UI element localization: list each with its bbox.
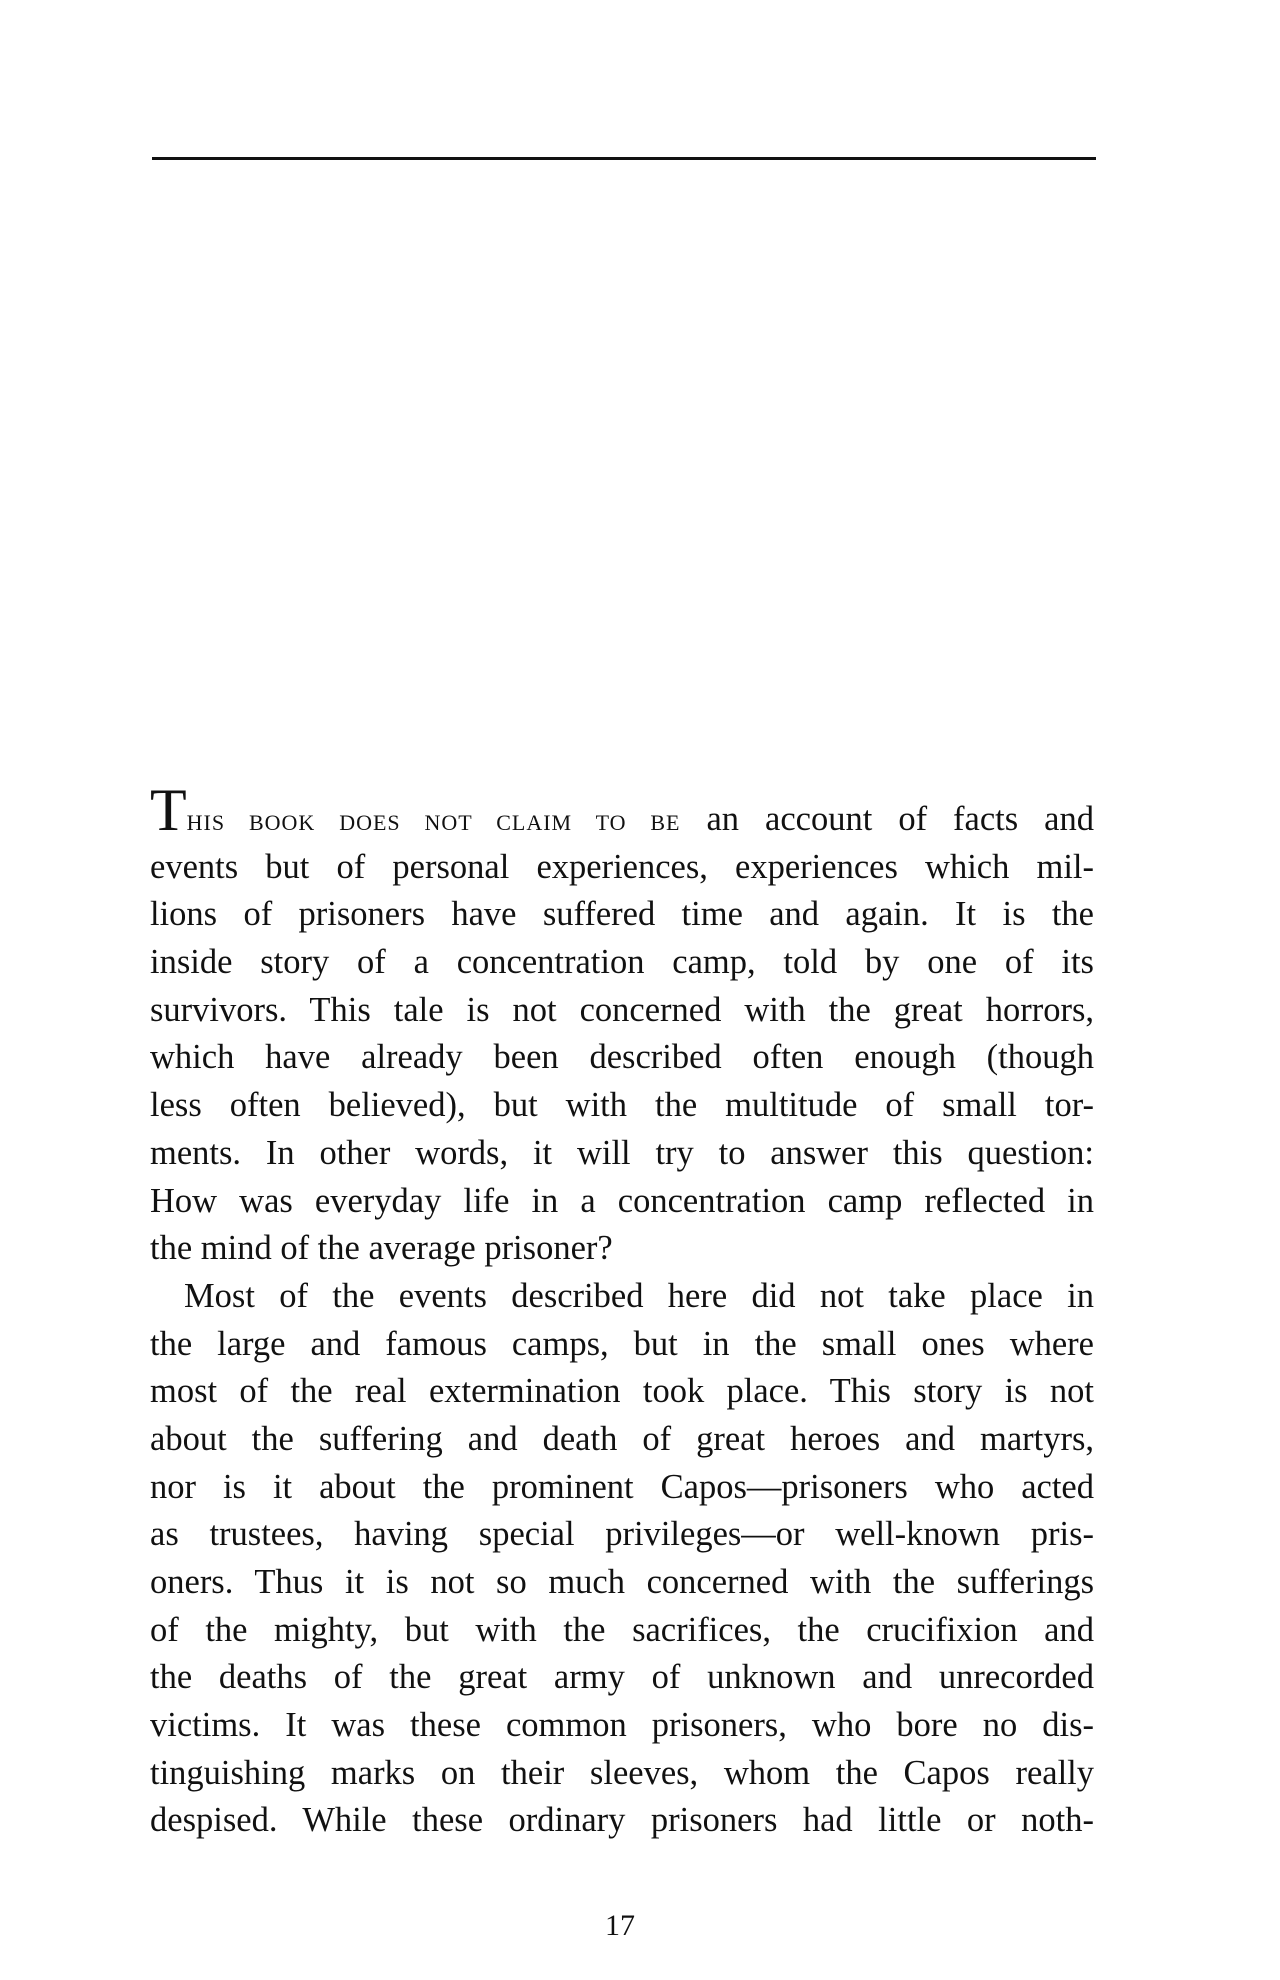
text-line-7: less often believed), but with the multitude of small tor- [150, 1086, 1094, 1125]
text-line-13: most of the real extermination took place. This story is not [150, 1372, 1094, 1411]
text-line-3: lions of prisoners have suffered time and again. It is the [150, 895, 1094, 934]
text-line-18: of the mighty, but with the sacrifices, the crucifixion and [150, 1610, 1094, 1649]
small-caps-opening: HIS BOOK DOES NOT CLAIM TO BE [186, 810, 681, 835]
text-line-21: tinguishing marks on their sleeves, whom the Capos really [150, 1753, 1094, 1792]
page-number: 17 [605, 1909, 635, 1942]
text-line-10: the mind of the average prisoner? [150, 1229, 613, 1268]
drop-cap: T [150, 777, 187, 843]
text-line-22: despised. While these ordinary prisoners had little or noth- [150, 1801, 1094, 1840]
text-line-4: inside story of a concentration camp, told by one of its [150, 943, 1094, 982]
text-line-8: ments. In other words, it will try to answer this question: [150, 1133, 1094, 1172]
opening-rest: an account of facts and [680, 800, 1094, 838]
text-line-17: oners. Thus it is not so much concerned with the sufferings [150, 1563, 1094, 1601]
body-text [150, 777, 1094, 1845]
text-line-16: as trustees, having special privileges—or well-known pris- [150, 1515, 1094, 1554]
header-rule [152, 157, 1096, 160]
text-line-1 [150, 777, 1094, 844]
text-line-14: about the suffering and death of great heroes and martyrs, [150, 1419, 1094, 1458]
text-line-15: nor is it about the prominent Capos—prisoners who acted [150, 1467, 1094, 1506]
text-line-9: How was everyday life in a concentration camp reflected in [150, 1181, 1094, 1220]
text-line-20: victims. It was these common prisoners, who bore no dis- [150, 1706, 1094, 1745]
text-line-19: the deaths of the great army of unknown and unrecorded [150, 1658, 1094, 1697]
text-line-2: events but of personal experiences, experiences which mil- [150, 847, 1094, 886]
text-line-6: which have already been described often enough (though [150, 1038, 1094, 1077]
text-line-12: the large and famous camps, but in the small ones where [150, 1324, 1094, 1363]
text-line-5: survivors. This tale is not concerned with the great horrors, [150, 990, 1094, 1029]
text-line-11: Most of the events described here did not take place in [184, 1276, 1094, 1315]
